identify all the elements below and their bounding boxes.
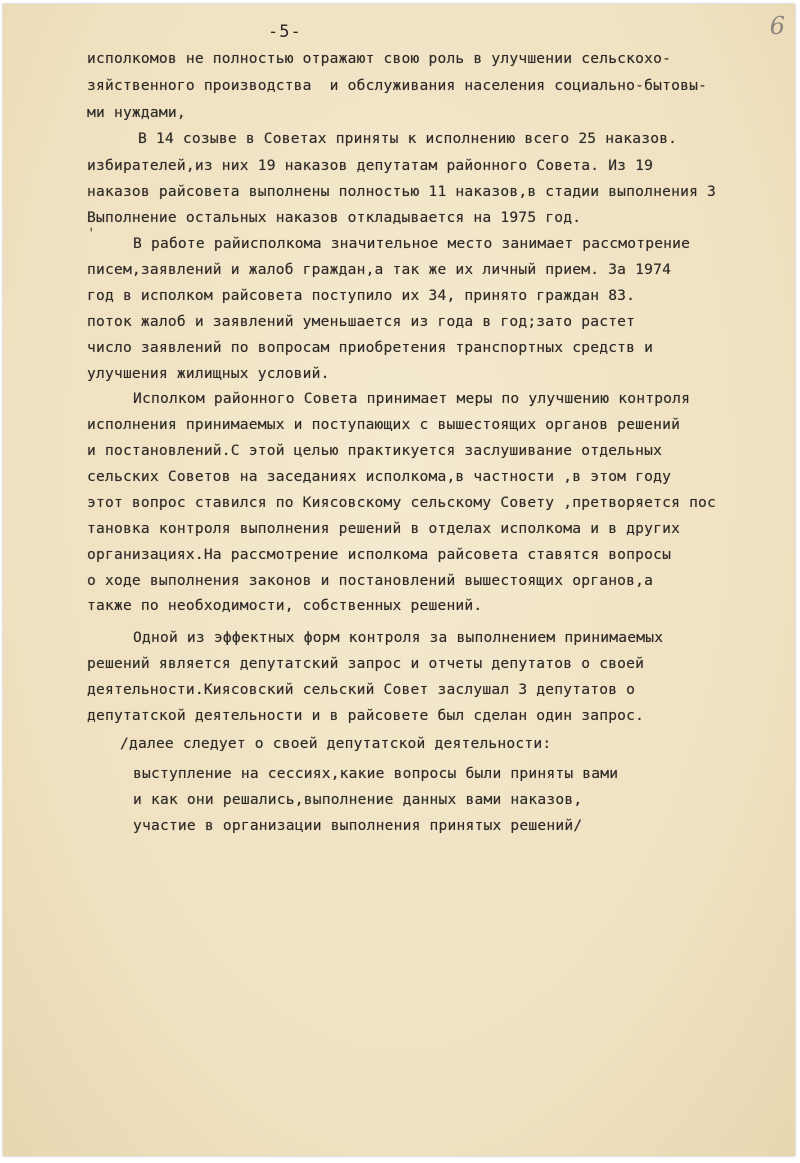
text-line: исполкомов не полностью отражают свою роль в улучшении сельскохо- (87, 50, 672, 67)
text-line: число заявлений по вопросам приобретения транспортных средств и (87, 339, 654, 356)
text-line: решений является депутатский запрос и отчеты депутатов о своей (87, 655, 645, 672)
text-line: улучшения жилищных условий. (87, 365, 330, 382)
text-line: наказов райсовета выполнены полностью 11 наказов,в стадии выполнения 3 (87, 183, 717, 200)
text-line: Исполком районного Совета принимает меры по улучшению контроля (133, 390, 691, 407)
text-line: ми нуждами, (87, 104, 186, 121)
text-line: о ходе выполнения законов и постановлений вышестоящих органов,а (87, 572, 654, 589)
text-line: этот вопрос ставился по Киясовскому сельскому Совету ,претворяется пос (87, 494, 717, 511)
text-line: организациях.На рассмотрение исполкома райсовета ставятся вопросы (87, 546, 672, 563)
text-line: сельских Советов на заседаниях исполкома,в частности ,в этом году (87, 468, 672, 485)
text-line: В 14 созыве в Советах приняты к исполнению всего 25 наказов. (138, 130, 678, 147)
text-line: деятельности.Киясовский сельский Совет заслушал 3 депутатов о (87, 681, 636, 698)
text-line: тановка контроля выполнения решений в отделах исполкома и в других (87, 520, 681, 537)
text-line: выступление на сессиях,какие вопросы были приняты вами (133, 765, 619, 782)
text-line: избирателей,из них 19 наказов депутатам районного Совета. Из 19 (87, 157, 654, 174)
text-line: Выполнение остальных наказов откладывается на 1975 год. (87, 209, 582, 226)
text-line: депутатской деятельности и в райсовете был сделан один запрос. (87, 707, 645, 724)
text-line: писем,заявлений и жалоб граждан,а так же их личный прием. За 1974 (87, 261, 672, 278)
document-page (3, 4, 795, 1156)
text-line: поток жалоб и заявлений уменьшается из года в год;зато растет (87, 313, 636, 330)
text-line: В работе райисполкома значительное место занимает рассмотрение (133, 235, 691, 252)
text-line: и постановлений.С этой целью практикуется заслушивание отдельных (87, 442, 663, 459)
page-number: -5- (268, 22, 302, 42)
text-line: также по необходимости, собственных решений. (87, 597, 483, 614)
text-line: и как они решались,выполнение данных вами наказов, (133, 791, 583, 808)
text-line: зяйственного производства и обслуживания населения социально-бытовы- (87, 77, 708, 94)
archive-page-number: 6 (769, 12, 785, 40)
text-line: /далее следует о своей депутатской деятельности: (120, 735, 552, 752)
text-line: год в исполком райсовета поступило их 34, принято граждан 83. (87, 287, 636, 304)
stray-mark: ' (87, 226, 96, 242)
text-line: Одной из эффектных форм контроля за выполнением принимаемых (133, 629, 664, 646)
text-line: участие в организации выполнения принятых решений/ (133, 817, 583, 834)
text-line: исполнения принимаемых и поступающих с вышестоящих органов решений (87, 416, 681, 433)
